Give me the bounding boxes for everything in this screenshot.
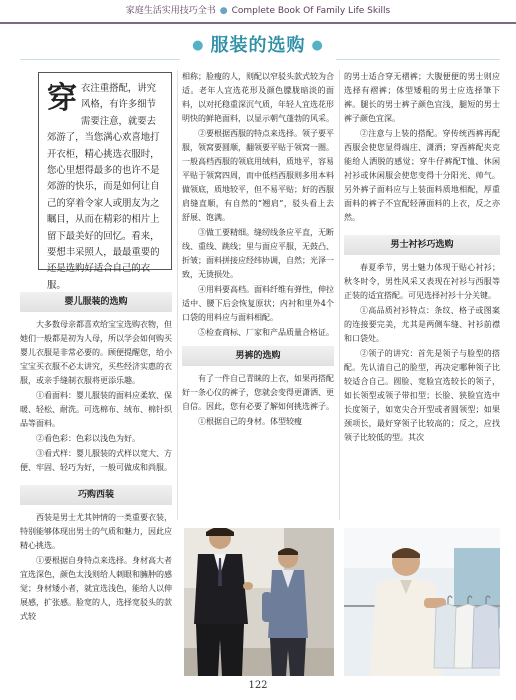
section-heading-suit: 巧购西装	[20, 485, 172, 505]
running-header	[0, 0, 516, 22]
intro-drop-cap: 穿	[47, 81, 77, 116]
book-title-cn: 家庭生活实用技巧全书	[125, 6, 216, 16]
suit-paragraph: ①要根据自身特点来选择。身材高大者宜选深色，颜色太浅则给人刺眼和臃肿的感觉；身材矮小者，就宜选浅色，能给人以伸展感，扩张感。脸宽的人，选择宽驳头的款式较	[20, 556, 172, 621]
shirts-photo-illustration	[344, 528, 500, 676]
pants-continued-paragraph: ②注意与上装的搭配。穿传统西裤再配西服会使您显得端庄、潇洒；穿西裤配夹克能给人洒脱的感觉；穿牛仔裤配T恤、休闲衬衫或休闲服会使您变得十分阳光、帅气。另外裤子面料应与上装面料质地相配，厚重面料的裤子不宜配轻薄面料的上衣，反之亦然。	[344, 129, 500, 222]
section-heading-shirt: 男士衬衫巧选购	[344, 235, 500, 255]
baby-paragraph: 大多数母亲都喜欢给宝宝选购衣物，但她们一般都是初为人母，所以学会如何购买婴儿衣服是非常必要的。顾便提醒您，给小宝宝买衣服不必太讲究，买些经济实惠的衣服，或亲手缝制衣服将更添乐趣。	[20, 320, 172, 385]
book-title-en: Complete Book Of Family Life Skills	[231, 6, 391, 16]
chapter-title-row	[0, 32, 516, 60]
title-bullet-left: ●	[192, 38, 205, 53]
suit-continued-paragraph: 相称；脸瘦的人，则配以窄驳头款式较为合适。老年人宜选花形及颜色朦胧暗淡的面料，以对托稳重深沉气质，年轻人宜选花形明快的鲜艳面料，以显示朝气蓬勃的风采。	[182, 72, 334, 123]
section-heading-pants: 男裤的选购	[182, 346, 334, 366]
header-separator: ●	[219, 6, 228, 16]
column-3	[344, 70, 500, 446]
baby-paragraph: ①看面料：婴儿服装的面料应柔软、保暖、轻松、耐洗。可选棉布、绒布、棉针织品等面料。	[20, 391, 172, 428]
suit-paragraph: 西装是男士尤其钟情的一类重要衣装，特别能够体现出男士的气质和魅力，因此应精心挑选。	[20, 513, 172, 550]
intro-box	[38, 72, 172, 291]
header-rule	[0, 22, 516, 24]
shirt-paragraph: 春夏季节，男士魅力体现于贴心衬衫；秋冬时令，男性风采又表现在衬衫与西服等正装的适宜搭配。可见选择衬衫十分关键。	[344, 263, 500, 300]
suits-photo-illustration	[184, 528, 334, 676]
baby-paragraph: ②看色彩：色彩以浅色为好。	[36, 434, 140, 443]
pants-paragraph: 有了一件自己青睐的上衣，如果再搭配好一条心仪的裤子，您就会变得更潇洒、更自信。因此，您有必要了解如何挑选裤子。	[182, 374, 334, 411]
title-rule-left	[20, 59, 180, 60]
section-heading-baby: 婴儿服装的选购	[20, 292, 172, 312]
suit-continued-paragraph: ⑤检查商标、厂家和产品质量合格证。	[198, 328, 334, 337]
photo-man-choosing-shirts	[344, 528, 500, 676]
photo-men-in-suits	[184, 528, 334, 676]
title-bullet-right: ●	[311, 38, 324, 53]
page-number: 122	[248, 680, 268, 691]
pants-paragraph: ①根据自己的身材。体型较瘦	[198, 417, 302, 426]
chapter-title-text: 服装的选购	[210, 35, 306, 56]
shirt-paragraph: ①高品质衬衫特点：条纹、格子或图案的连接要完美，尤其是两侧车缝、衬衫前襟和口袋处。	[344, 306, 500, 343]
shirt-paragraph: ②领子的讲究：首先是领子与脸型的搭配。先认清自己的脸型，再决定哪种领子比较适合自己。圆脸、宽脸宜选较长的领子，如长领型或领子带扣型；长脸、狭脸宜选中长度领子，如宽尖合开型或者圆领型；如果颈项长，最好穿领子比较高的；反之，应找领子比较低的型。其次	[344, 349, 500, 442]
title-rule-right	[336, 59, 500, 60]
baby-paragraph: ③看式样：婴儿服装的式样以宽大、方便、牢固、轻巧为好，一般可做成和尚服。	[20, 449, 172, 472]
intro-text: 衣注重搭配，讲究风格，有许多细节需要注意，就要去郊游了，当您满心欢喜地打开衣柜，精心挑选衣服时，您心里想得最多的也许不是郊游的快乐，而是如何让自己的穿着令家人或朋友为之瞩目，从而在精彩的相片上留下最美好的回忆。看来，要想丰采照人，最最重要的还是选购好适合自己的衣服。	[47, 83, 160, 291]
column-divider-2	[339, 70, 340, 520]
pants-continued-paragraph: 的男士适合穿无褶裤；大腹便便的男士则应选择有褶裤；体型矮粗的男士应选择筆下裤。腿长的男士裤子颜色宜浅，腿短的男士裤子颜色宜深。	[344, 72, 500, 123]
column-2	[182, 70, 334, 430]
suit-continued-paragraph: ③做工要精细。缝纫线条应平直，无断线、重线、跳线；里与面应平服，无鼓凸、折皱；面料拼接应经纬协调，自然；光泽一致，无烫损处。	[182, 228, 334, 279]
suit-continued-paragraph: ④用料要高档。面料纤维有弹性，伸拉适中、腰下后会恢复原状；内衬和里外4个口袋的用料应与面料相配。	[182, 285, 334, 322]
column-1	[20, 286, 172, 625]
chapter-title	[186, 32, 330, 60]
suit-continued-paragraph: ②要根据西服的特点来选择。领子要平服，领窝要圆顺，翻领要平贴于领窝一圈。一般高档西服的领底用绒料，质地平，容易平贴于领窝四周，而中低档西服则多用本料做领底，质地较平，但不易平贴；好的西服肩缝直顺，有自然的“翘肩”，驳头看上去舒展、饱满。	[182, 129, 334, 222]
column-divider-1	[177, 70, 178, 520]
